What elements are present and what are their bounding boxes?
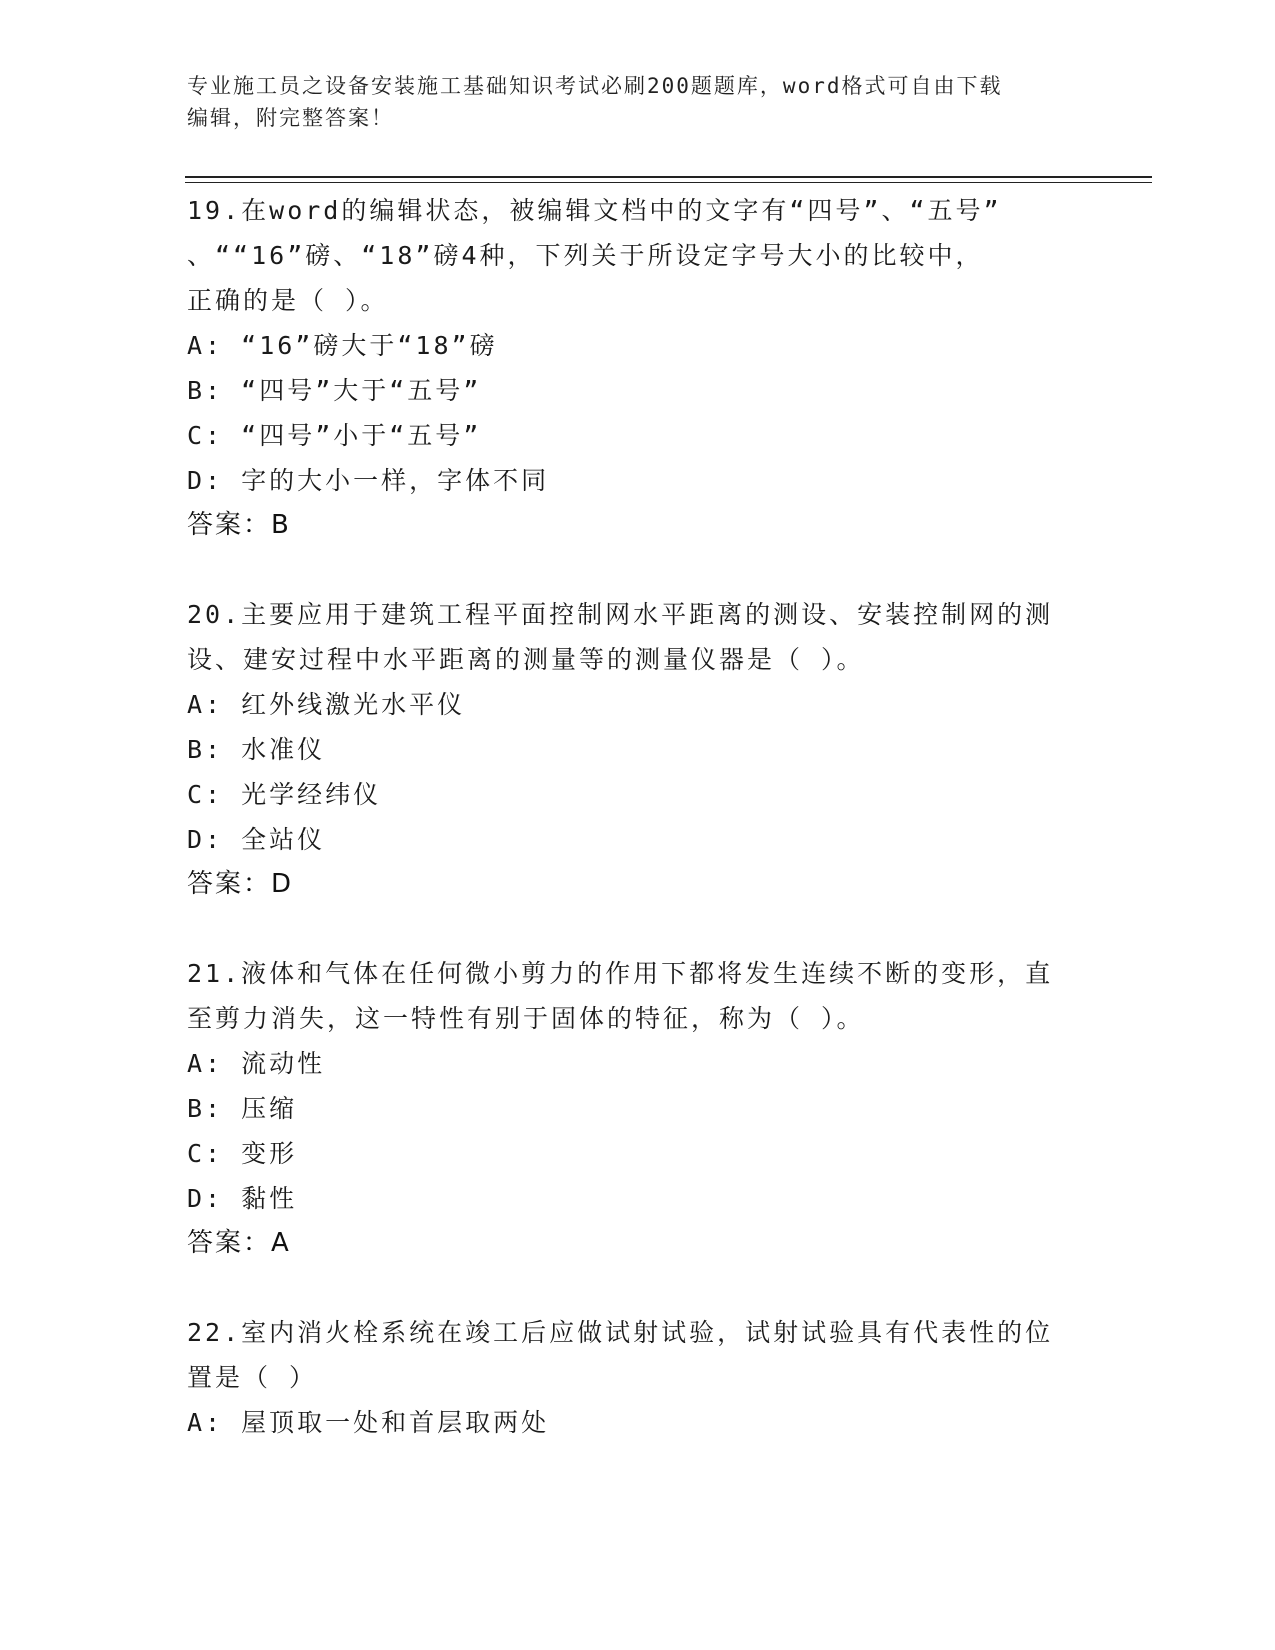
header-line-1: 专业施工员之设备安装施工基础知识考试必刷200题题库，word格式可自由下载 <box>187 74 1003 98</box>
question-list <box>187 188 1087 1445</box>
question-stem-line: 20.主要应用于建筑工程平面控制网水平距离的测设、安装控制网的测 <box>187 600 1054 629</box>
option-a: A: 红外线激光水平仪 <box>187 690 466 719</box>
option-a: A: “16”磅大于“18”磅 <box>187 331 498 360</box>
option-c: C: “四号”小于“五号” <box>187 421 482 450</box>
question-stem-line: 19.在word的编辑状态，被编辑文档中的文字有“四号”、“五号” <box>187 196 1002 225</box>
header-divider-thin <box>185 182 1152 183</box>
option-d: D: 字的大小一样，字体不同 <box>187 466 550 495</box>
question-22 <box>187 1310 1087 1445</box>
header-line-2: 编辑，附完整答案！ <box>187 106 394 130</box>
option-c: C: 变形 <box>187 1139 298 1168</box>
question-stem-line: 21.液体和气体在任何微小剪力的作用下都将发生连续不断的变形，直 <box>187 959 1054 988</box>
option-d: D: 黏性 <box>187 1184 298 1213</box>
answer: 答案：B <box>187 510 291 540</box>
answer: 答案：A <box>187 1228 291 1258</box>
question-19 <box>187 188 1087 548</box>
question-20 <box>187 592 1087 907</box>
option-b: B: 水准仪 <box>187 735 326 764</box>
header-divider-thick <box>185 176 1152 178</box>
question-stem-line: 设、建安过程中水平距离的测量等的测量仪器是（ ）。 <box>187 645 865 674</box>
question-stem-line: 置是（ ） <box>187 1363 318 1392</box>
option-d: D: 全站仪 <box>187 825 326 854</box>
question-21 <box>187 951 1087 1266</box>
question-stem-line: 正确的是（ ）。 <box>187 286 389 315</box>
option-c: C: 光学经纬仪 <box>187 780 382 809</box>
answer: 答案：D <box>187 869 294 899</box>
document-header <box>187 70 1087 134</box>
option-a: A: 流动性 <box>187 1049 326 1078</box>
question-stem-line: 至剪力消失，这一特性有别于固体的特征，称为（ ）。 <box>187 1004 865 1033</box>
question-stem-line: 、““16”磅、“18”磅4种，下列关于所设定字号大小的比较中， <box>187 241 984 270</box>
option-b: B: 压缩 <box>187 1094 298 1123</box>
option-a: A: 屋顶取一处和首层取两处 <box>187 1408 550 1437</box>
option-b: B: “四号”大于“五号” <box>187 376 482 405</box>
question-stem-line: 22.室内消火栓系统在竣工后应做试射试验，试射试验具有代表性的位 <box>187 1318 1054 1347</box>
